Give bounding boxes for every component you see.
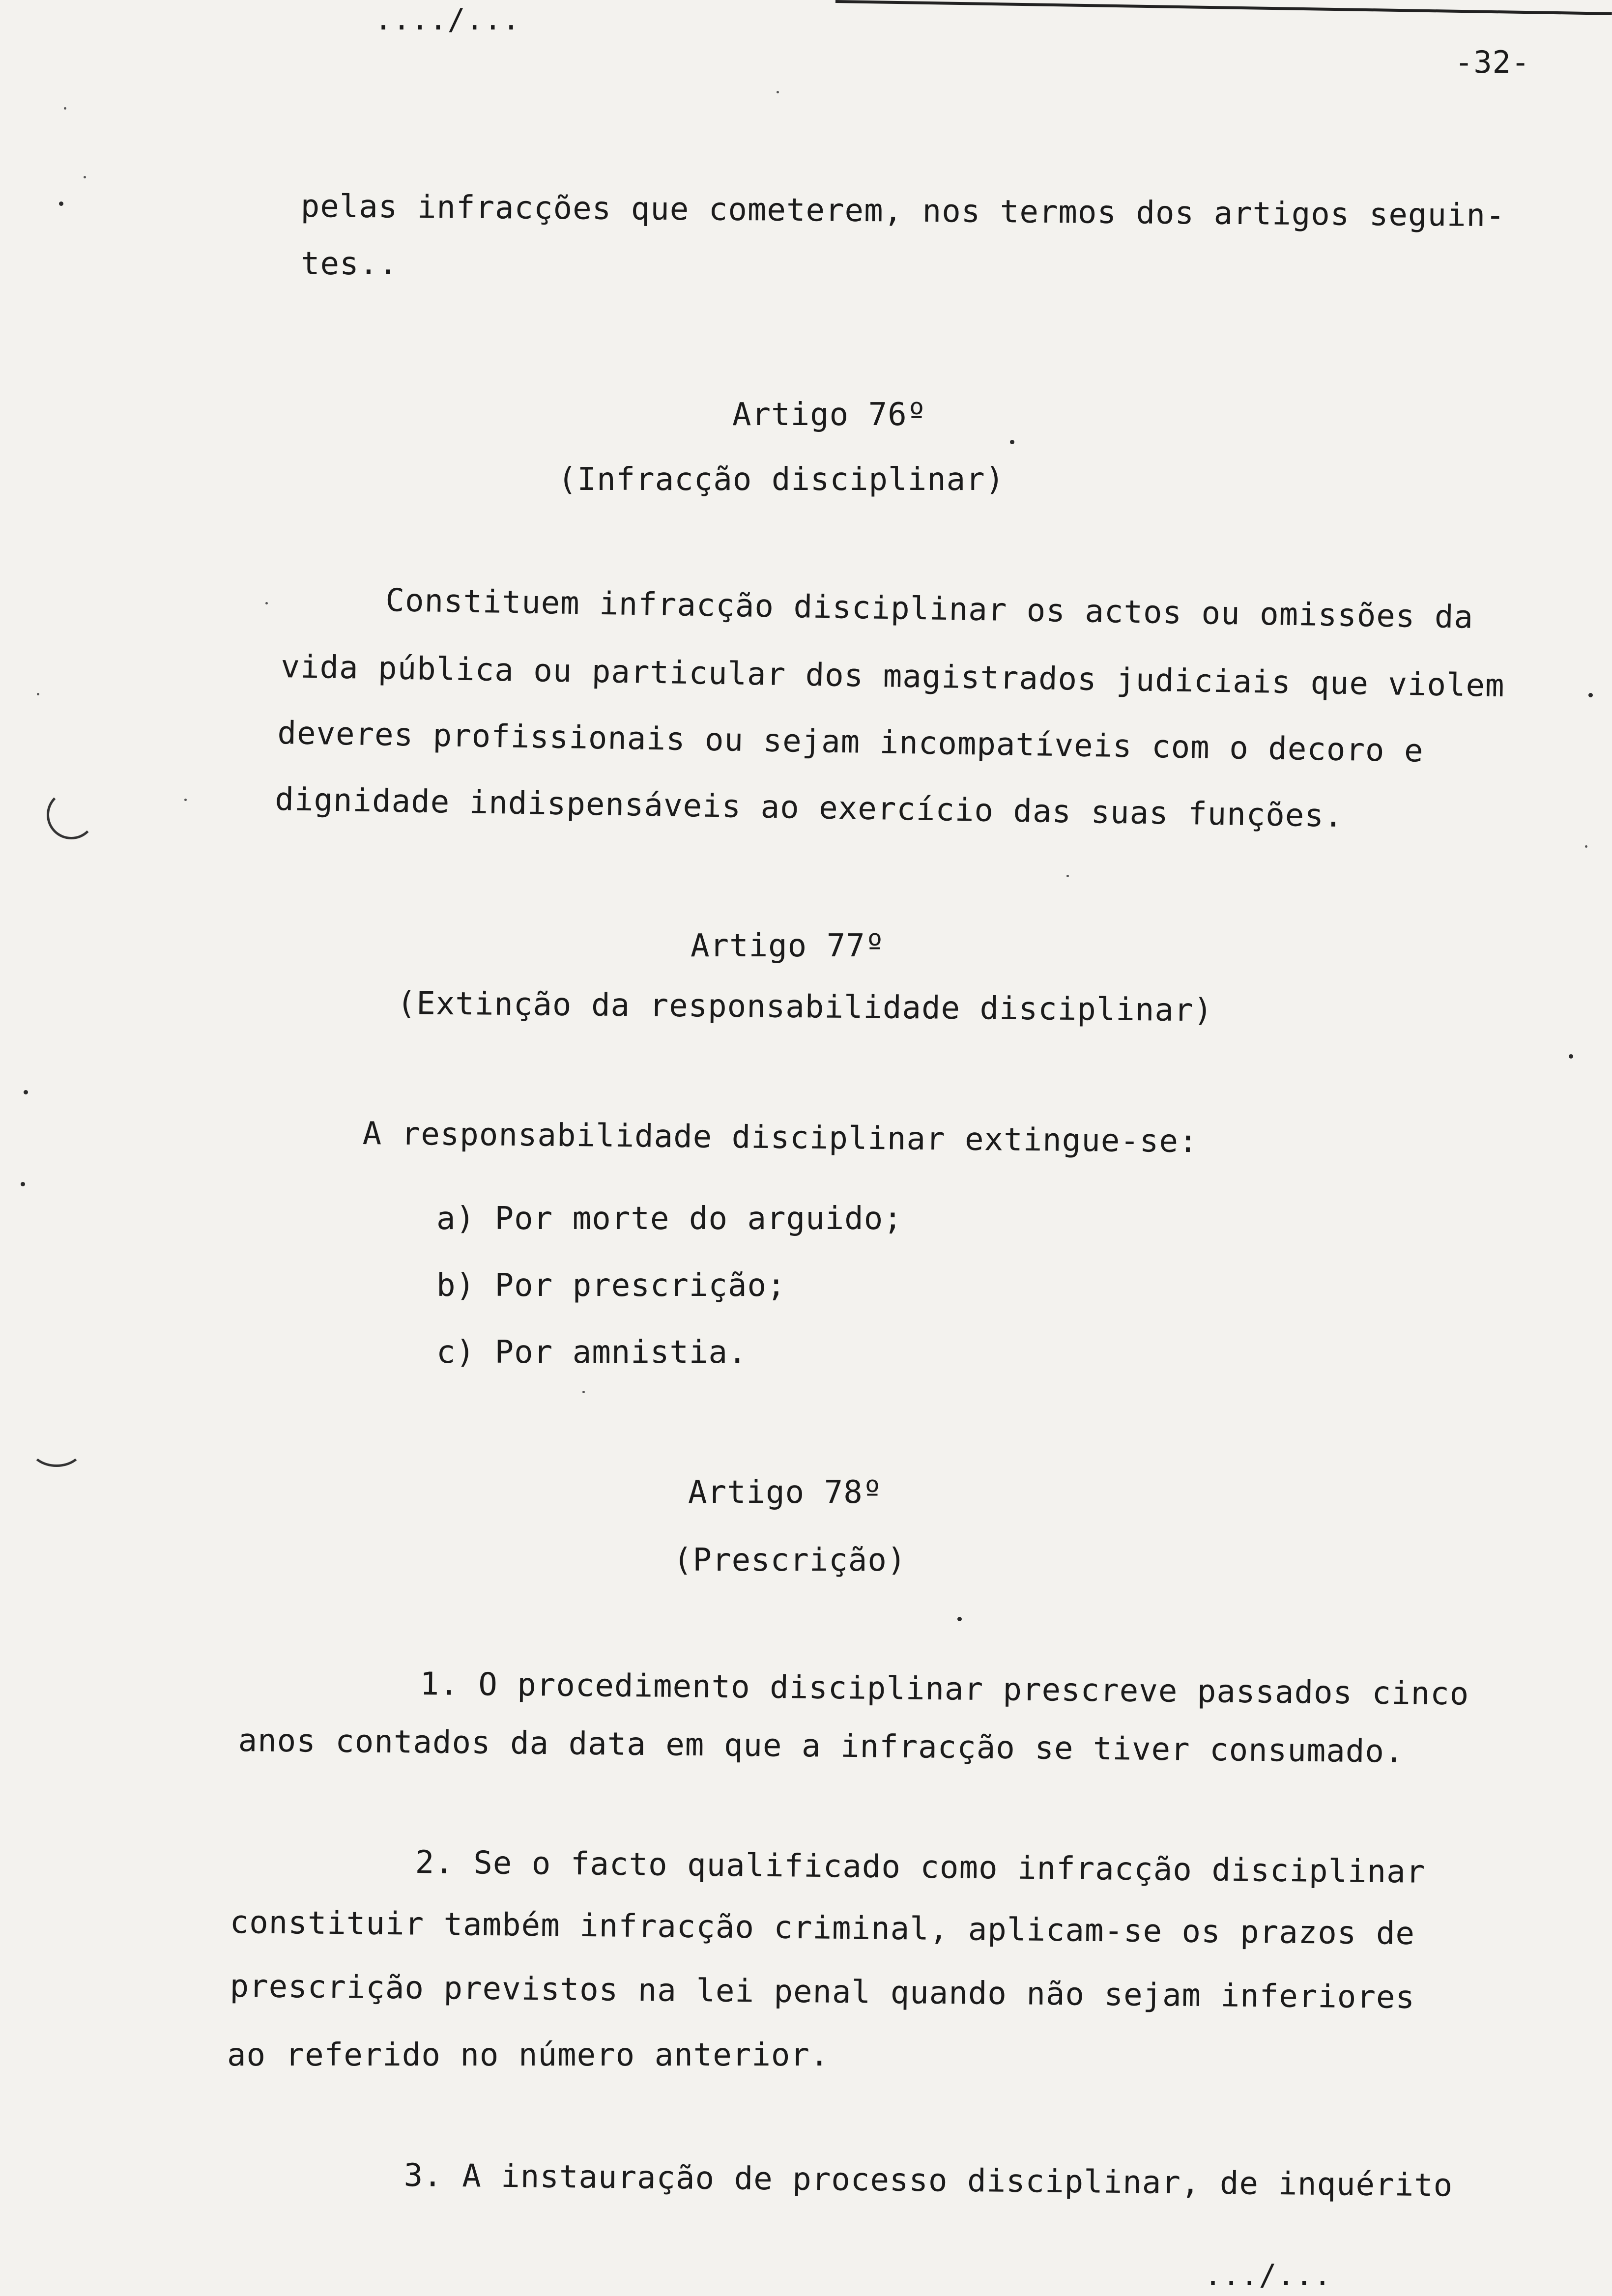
scan-speck [1585, 845, 1587, 848]
article-76-line: dignidade indispensáveis ao exercício das suas funções. [274, 781, 1344, 835]
scan-speck [1588, 693, 1593, 697]
scan-speck [59, 201, 63, 206]
article-78-paragraph-line: prescrição previstos na lei penal quando não sejam inferiores [230, 1968, 1415, 2016]
list-item: b) Por prescrição; [436, 1267, 786, 1304]
article-78-paragraph-line: 3. A instauração de processo disciplinar, de inquérito [403, 2157, 1453, 2204]
article-77-lead: A responsabilidade disciplinar extingue-se: [362, 1116, 1198, 1160]
continuation-mark-bottom: .../... [1204, 2258, 1332, 2293]
scan-speck [957, 1617, 962, 1621]
article-78-paragraph-line: ao referido no número anterior. [227, 2037, 830, 2073]
scan-speck [84, 176, 86, 178]
article-76-line: Constituem infracção disciplinar os actos ou omissões da [385, 582, 1474, 636]
scan-speck [1569, 1054, 1573, 1059]
scan-speck [64, 107, 66, 110]
intro-line: tes.. [301, 246, 398, 282]
scan-speck [777, 91, 779, 93]
article-78-paragraph-line: constituir também infracção criminal, aplicam-se os prazos de [230, 1904, 1415, 1952]
article-subtitle: (Prescrição) [673, 1542, 907, 1578]
article-subtitle: (Extinção da responsabilidade disciplinar) [397, 985, 1213, 1029]
scan-speck [582, 1391, 585, 1393]
scan-speck [37, 693, 39, 695]
scan-speck [184, 799, 187, 801]
scan-arc-mark [47, 790, 96, 839]
list-item: a) Por morte do arguido; [436, 1201, 903, 1237]
page-number: -32- [1455, 44, 1530, 80]
list-item: c) Por amnistia. [436, 1334, 748, 1371]
scan-speck [265, 602, 268, 604]
article-title: Artigo 78º [688, 1474, 883, 1511]
article-78-paragraph-line: anos contados da data em que a infracção se tiver consumado. [238, 1722, 1404, 1770]
scan-speck [21, 1182, 25, 1186]
continuation-mark-top: ..../... [374, 2, 520, 37]
scan-speck [1010, 440, 1014, 444]
article-78-paragraph-line: 2. Se o facto qualificado como infracção disciplinar [415, 1844, 1426, 1891]
article-subtitle: (Infracção disciplinar) [558, 461, 1005, 498]
article-78-paragraph-line: 1. O procedimento disciplinar prescreve passados cinco [420, 1666, 1469, 1713]
intro-line: pelas infracções que cometerem, nos termos dos artigos seguin- [300, 188, 1505, 234]
article-76-line: deveres profissionais ou sejam incompatíveis com o decoro e [277, 715, 1424, 770]
scan-speck [24, 1090, 28, 1094]
article-76-line: vida pública ou particular dos magistrados judiciais que violem [280, 649, 1505, 705]
article-title: Artigo 76º [732, 397, 927, 433]
scan-speck [1066, 875, 1069, 877]
scan-arc-mark [29, 1428, 84, 1467]
article-title: Artigo 77º [691, 928, 885, 964]
top-border-line [835, 0, 1612, 15]
